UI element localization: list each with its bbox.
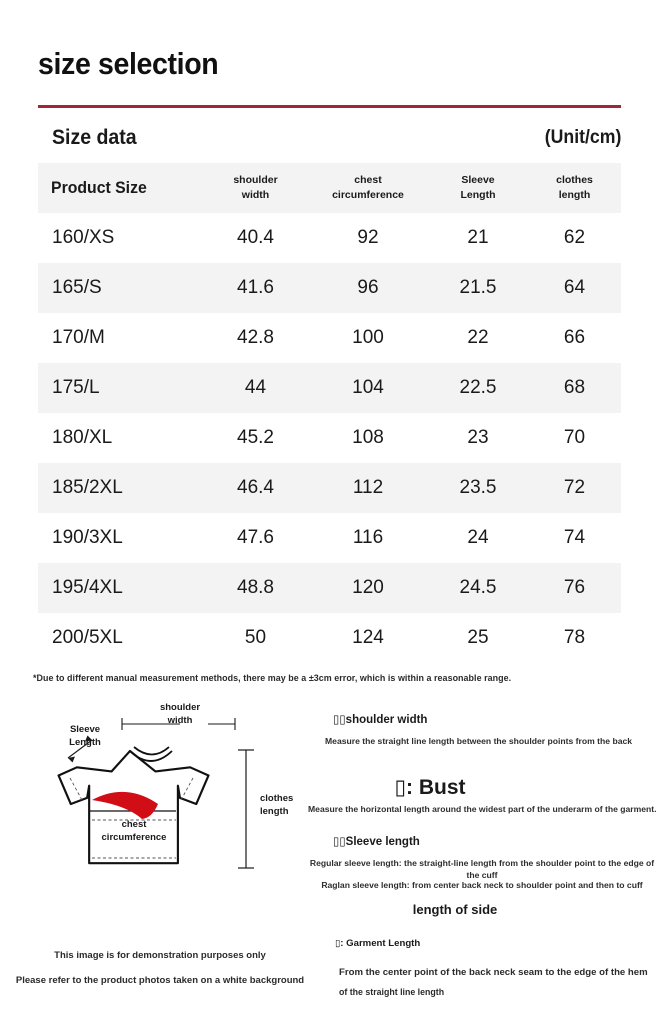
cell-clothes-length: 76 <box>563 577 586 598</box>
instruction-heading-text: : Bust <box>406 776 466 799</box>
cell-clothes-length: 68 <box>563 377 586 398</box>
instruction-heading-bust <box>305 774 555 801</box>
cell-clothes-length: 66 <box>563 327 586 348</box>
cell-shoulder-width: 46.4 <box>237 477 274 498</box>
instruction-text-shoulder-width: Measure the straight line length between the shoulder points from the back <box>325 736 633 746</box>
unit-label: (Unit/cm) <box>544 127 621 148</box>
marker-glyph: ▯ <box>394 775 407 799</box>
size-table <box>38 163 621 663</box>
table-row <box>38 513 621 563</box>
diagram-label-line1: Sleeve <box>69 724 101 735</box>
cell-shoulder-width: 42.8 <box>237 327 274 348</box>
cell-chest-circumference: 120 <box>352 577 384 598</box>
cell-sleeve-length: 23.5 <box>459 477 497 498</box>
page-title: size selection <box>38 46 219 81</box>
cell-clothes-length: 62 <box>563 227 586 248</box>
cell-chest-circumference: 100 <box>352 327 384 348</box>
table-row <box>38 463 621 513</box>
table-row <box>38 613 621 663</box>
cell-sleeve-length: 24.5 <box>459 577 497 598</box>
cell-chest-circumference: 124 <box>352 627 384 648</box>
instruction-heading-shoulder-width <box>333 712 427 728</box>
cell-sleeve-length: 22.5 <box>459 377 497 398</box>
cell-sleeve-length: 23 <box>467 427 489 448</box>
cell-sleeve-length: 21 <box>467 227 489 248</box>
cell-product-size: 180/XL <box>52 427 113 448</box>
instruction-text-raglan-sleeve: Raglan sleeve length: from center back neck to shoulder point and then to cuff <box>321 880 643 890</box>
cell-shoulder-width: 48.8 <box>237 577 274 598</box>
measurement-disclaimer: *Due to different manual measurement methods, there may be a ±3cm error, which is within a reasonable range. <box>33 673 512 683</box>
table-row <box>38 213 621 263</box>
instruction-text-bust: Measure the horizontal length around the widest part of the underarm of the garment. <box>308 804 657 814</box>
cell-shoulder-width: 44 <box>244 377 267 398</box>
clothes-length-dimension <box>238 750 254 868</box>
cell-clothes-length: 70 <box>563 427 586 448</box>
cell-shoulder-width: 40.4 <box>237 227 274 248</box>
cell-product-size: 165/S <box>52 277 102 298</box>
cell-product-size: 170/M <box>52 327 105 348</box>
column-header-sleeve-length <box>428 163 528 213</box>
instruction-heading-text: : Garment Length <box>340 938 421 949</box>
column-header-line1: clothes <box>556 173 593 186</box>
column-header-line2: length <box>558 189 591 201</box>
cell-chest-circumference: 116 <box>352 527 384 548</box>
cell-clothes-length: 64 <box>563 277 586 298</box>
cell-sleeve-length: 21.5 <box>459 277 497 298</box>
diagram-label-line2: circumference <box>101 832 167 844</box>
diagram-label-line2: length <box>260 806 289 818</box>
diagram-label-line1: chest <box>121 819 147 830</box>
instruction-text-garment-length-line2: of the straight line length <box>339 987 445 997</box>
diagram-label-shoulder-width <box>120 702 240 728</box>
tshirt-measurement-diagram <box>30 700 330 890</box>
cell-sleeve-length: 25 <box>467 627 489 648</box>
column-header-line1: chest <box>354 173 382 186</box>
cell-product-size: 190/3XL <box>52 527 123 548</box>
column-header-chest-circumference <box>308 163 428 213</box>
instruction-heading-side-length: length of side <box>412 902 498 917</box>
cell-product-size: 175/L <box>52 377 100 398</box>
cell-product-size: 200/5XL <box>52 627 123 648</box>
marker-glyph: ▯▯ <box>333 834 346 848</box>
cell-chest-circumference: 108 <box>352 427 384 448</box>
column-header-line2: Length <box>460 189 496 201</box>
cell-shoulder-width: 47.6 <box>237 527 274 548</box>
title-divider <box>38 105 621 108</box>
table-row <box>38 263 621 313</box>
diagram-label-line2: width <box>167 714 193 726</box>
cell-clothes-length: 78 <box>563 627 586 648</box>
cell-chest-circumference: 92 <box>357 227 379 248</box>
cell-chest-circumference: 112 <box>352 477 384 498</box>
demo-disclaimer-line2: Please refer to the product photos taken on a white background <box>15 975 305 986</box>
cell-shoulder-width: 45.2 <box>237 427 274 448</box>
instruction-heading-text: shoulder width <box>345 714 428 726</box>
column-header-line2: width <box>241 189 270 201</box>
size-data-label: Size data <box>52 126 137 149</box>
diagram-label-line1: clothes <box>260 793 294 804</box>
marker-glyph: ▯ <box>335 938 341 949</box>
table-header-row <box>38 163 621 213</box>
cell-clothes-length: 72 <box>563 477 586 498</box>
cell-clothes-length: 74 <box>563 527 586 548</box>
column-header-line2: circumference <box>332 189 404 201</box>
instruction-heading-garment-length <box>335 938 420 950</box>
column-header-shoulder-width <box>203 163 308 213</box>
table-row <box>38 413 621 463</box>
column-header-line1: shoulder <box>233 173 278 186</box>
cell-product-size: 185/2XL <box>52 477 123 498</box>
diagram-label-line1: shoulder <box>159 702 201 713</box>
demo-disclaimer-line1: This image is for demonstration purposes only <box>54 950 266 961</box>
cell-chest-circumference: 104 <box>352 377 384 398</box>
column-header-product-size: Product Size <box>51 178 147 197</box>
cell-product-size: 195/4XL <box>52 577 123 598</box>
cell-chest-circumference: 96 <box>357 277 379 298</box>
diagram-label-chest-circumference <box>78 818 190 845</box>
table-row <box>38 563 621 613</box>
diagram-label-sleeve-length <box>52 724 118 750</box>
table-row <box>38 363 621 413</box>
instruction-text-regular-sleeve: Regular sleeve length: the straight-line length from the shoulder point to the edge of the cuff <box>309 858 655 880</box>
cell-product-size: 160/XS <box>52 227 115 248</box>
column-header-line1: Sleeve <box>461 173 495 186</box>
column-header-clothes-length <box>528 163 621 213</box>
cell-sleeve-length: 22 <box>467 327 489 348</box>
table-row <box>38 313 621 363</box>
cell-sleeve-length: 24 <box>467 527 489 548</box>
cell-shoulder-width: 50 <box>244 627 267 648</box>
cell-shoulder-width: 41.6 <box>237 277 274 298</box>
measurement-instructions <box>305 706 659 1006</box>
marker-glyph: ▯▯ <box>333 712 346 726</box>
instruction-heading-text: Sleeve length <box>345 836 420 848</box>
instruction-heading-sleeve-length <box>333 834 420 850</box>
diagram-label-line2: Length <box>69 736 101 748</box>
instruction-text-garment-length-line1: From the center point of the back neck seam to the edge of the hem <box>339 967 648 978</box>
